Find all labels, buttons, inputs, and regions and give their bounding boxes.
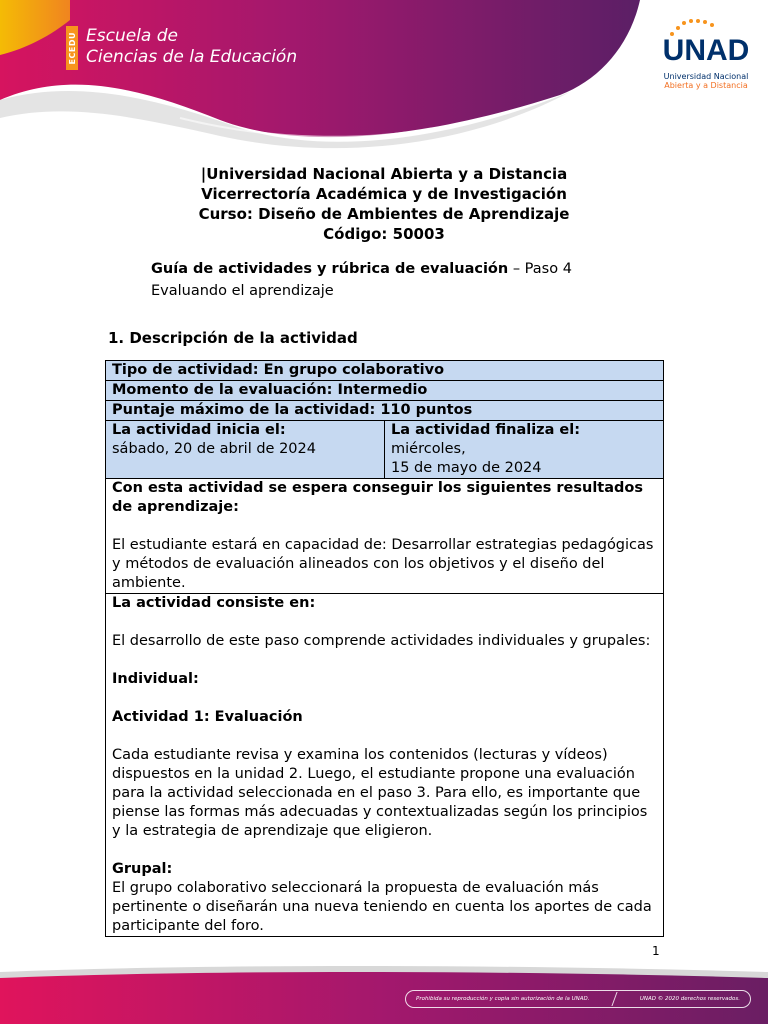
footer-notice: [405, 990, 751, 1008]
activity1-text: Cada estudiante revisa y examina los contenidos (lecturas y vídeos) dispuestos en la unidad 2. Luego, el estudiante propone una evaluación para la actividad seleccionada en el paso 3. Para ello, es importante que piense las formas más adecuadas y contextualizadas según los principios y la estrategia de aprendizaje que eligieron.: [112, 747, 648, 839]
start-date: sábado, 20 de abril de 2024: [112, 441, 316, 457]
start-date-cell: [106, 421, 385, 479]
learning-outcomes-cell: [106, 479, 664, 594]
unad-logo-mark: [656, 18, 756, 66]
table-row: [106, 479, 664, 594]
school-name-line1: Escuela de: [86, 26, 178, 46]
footer-copy-notice: Prohibida su reproducción y copia sin autorización de la UNAD.: [416, 996, 590, 1002]
table-row: [106, 381, 664, 401]
outcomes-text: El estudiante estará en capacidad de: Desarrollar estrategias pedagógicas y métodos de evaluación alineados con los objetivos y el diseño del ambiente.: [112, 537, 654, 591]
footer-rights: UNAD © 2020 derechos reservados.: [639, 996, 740, 1002]
title-course: Curso: Diseño de Ambientes de Aprendizaje: [198, 205, 570, 223]
unad-subtitle-line1: Universidad Nacional: [663, 72, 749, 81]
activity-description-cell: [106, 594, 664, 937]
start-label: La actividad inicia el:: [112, 422, 286, 438]
guide-title: Guía de actividades y rúbrica de evaluación: [151, 261, 509, 277]
activity-table: [105, 360, 664, 937]
activity1-heading: Actividad 1: Evaluación: [112, 709, 303, 725]
unad-subtitle: [656, 72, 756, 90]
guide-step: – Paso 4: [508, 261, 572, 277]
unad-subtitle-line2: Abierta y a Distancia: [664, 81, 748, 90]
end-date-cell: [385, 421, 664, 479]
page-number: 1: [652, 944, 660, 958]
max-score-cell: Puntaje máximo de la actividad: 110 puntos: [106, 401, 664, 421]
title-vicerrectoria: Vicerrectoría Académica y de Investigación: [201, 185, 567, 203]
footer-divider: [612, 992, 618, 1006]
unad-logo: [656, 18, 756, 90]
table-row: [106, 594, 664, 937]
guide-subtitle: Evaluando el aprendizaje: [151, 283, 334, 299]
guide-heading: [151, 258, 671, 302]
header-banner: [0, 0, 768, 150]
end-date: 15 de mayo de 2024: [391, 460, 542, 476]
group-text: El grupo colaborativo seleccionará la propuesta de evaluación más pertinente o diseñarán una nueva teniendo en cuenta los aportes de cada participante del foro.: [112, 880, 652, 934]
title-code: Código: 50003: [323, 225, 445, 243]
school-name-line2: Ciencias de la Educación: [86, 47, 298, 67]
consists-heading: La actividad consiste en:: [112, 595, 316, 611]
school-name: [86, 26, 297, 68]
unad-logo-letters: UNAD: [662, 34, 750, 66]
table-row: [106, 361, 664, 381]
table-row: [106, 401, 664, 421]
section-heading: 1. Descripción de la actividad: [108, 329, 358, 347]
school-logo: [66, 26, 297, 70]
evaluation-moment-cell: Momento de la evaluación: Intermedio: [106, 381, 664, 401]
end-weekday: miércoles,: [391, 441, 466, 457]
title-university: |Universidad Nacional Abierta y a Distancia: [200, 165, 568, 183]
document-title: [0, 164, 768, 244]
individual-heading: Individual:: [112, 671, 199, 687]
group-heading: Grupal:: [112, 861, 173, 877]
ecedu-badge: ECEDU: [66, 26, 78, 70]
end-label: La actividad finaliza el:: [391, 422, 581, 438]
consists-intro: El desarrollo de este paso comprende actividades individuales y grupales:: [112, 633, 651, 649]
activity-type-cell: Tipo de actividad: En grupo colaborativo: [106, 361, 664, 381]
outcomes-heading: Con esta actividad se espera conseguir los siguientes resultados de aprendizaje:: [112, 480, 643, 515]
table-row: [106, 421, 664, 479]
